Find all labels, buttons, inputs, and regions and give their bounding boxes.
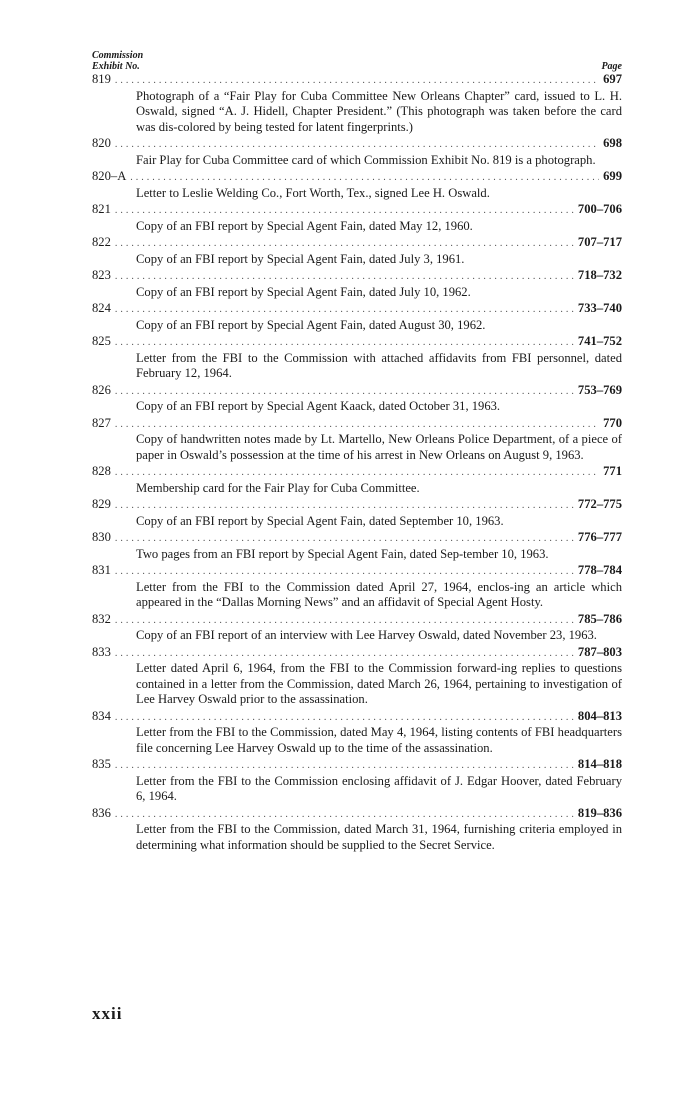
leader-dots bbox=[115, 498, 574, 514]
exhibit-number: 826 bbox=[92, 382, 111, 397]
exhibit-row bbox=[92, 202, 622, 219]
page-reference: 771 bbox=[603, 464, 622, 478]
exhibit-description: Copy of an FBI report by Special Agent Kaack, dated October 31, 1963. bbox=[136, 399, 501, 413]
leader-dots bbox=[115, 73, 599, 89]
page-reference: 697 bbox=[603, 72, 622, 86]
exhibit-entry bbox=[92, 497, 622, 529]
page-reference: 787–803 bbox=[577, 644, 622, 659]
exhibit-number: 827 bbox=[92, 415, 111, 430]
exhibit-entry bbox=[92, 72, 622, 135]
exhibit-description: Letter from the FBI to the Commission, dated March 31, 1964, furnishing criteria employed in determining what information should be supplied to the Secret Service. bbox=[136, 822, 622, 852]
exhibit-entry bbox=[92, 383, 622, 415]
exhibit-description: Copy of an FBI report of an interview with Lee Harvey Oswald, dated November 23, 1963. bbox=[136, 628, 597, 642]
exhibit-entry bbox=[92, 301, 622, 333]
exhibit-row bbox=[92, 563, 622, 580]
exhibit-row bbox=[92, 530, 622, 547]
page-reference: 753–769 bbox=[577, 382, 622, 397]
exhibit-row bbox=[92, 757, 622, 774]
exhibit-row bbox=[92, 268, 622, 285]
document-page bbox=[92, 42, 622, 854]
exhibit-entry bbox=[92, 169, 622, 201]
exhibit-row bbox=[92, 169, 622, 186]
leader-dots bbox=[115, 203, 574, 219]
exhibit-entry bbox=[92, 709, 622, 757]
exhibit-row bbox=[92, 416, 622, 433]
page-reference: 733–740 bbox=[577, 301, 622, 315]
column-header-exhibit bbox=[92, 50, 143, 72]
exhibit-number: 831 bbox=[92, 563, 111, 577]
exhibit-number: 832 bbox=[92, 611, 111, 626]
exhibit-description: Two pages from an FBI report by Special Agent Fain, dated Sep-tember 10, 1963. bbox=[136, 546, 549, 561]
page-reference: 785–786 bbox=[577, 611, 622, 626]
leader-dots bbox=[130, 170, 599, 186]
leader-dots bbox=[115, 302, 574, 318]
exhibit-row bbox=[92, 136, 622, 153]
exhibit-description: Letter from the FBI to the Commission with attached affidavits from FBI personnel, dated February 12, 1964. bbox=[136, 350, 622, 380]
exhibit-number: 833 bbox=[92, 644, 111, 659]
page-reference: 772–775 bbox=[577, 497, 622, 511]
page-reference: 804–813 bbox=[577, 708, 622, 723]
page-reference: 718–732 bbox=[577, 268, 622, 282]
exhibit-description: Letter from the FBI to the Commission dated April 27, 1964, enclos-ing an article which appeared in the “Dallas Morning News” and an affidavit of Special Agent Hosty. bbox=[136, 579, 622, 609]
exhibit-number: 822 bbox=[92, 235, 111, 249]
exhibit-row bbox=[92, 709, 622, 726]
exhibit-number: 820 bbox=[92, 136, 111, 150]
exhibit-row bbox=[92, 464, 622, 481]
page-reference: 707–717 bbox=[577, 235, 622, 249]
exhibit-row bbox=[92, 235, 622, 252]
exhibit-description: Letter from the FBI to the Commission enclosing affidavit of J. Edgar Hoover, dated February 6, 1964. bbox=[136, 773, 622, 803]
exhibit-entry bbox=[92, 136, 622, 168]
exhibit-entry bbox=[92, 530, 622, 562]
exhibit-number: 823 bbox=[92, 268, 111, 282]
page-reference: 819–836 bbox=[577, 805, 622, 820]
exhibit-number: 820–A bbox=[92, 169, 127, 183]
exhibit-number: 834 bbox=[92, 708, 111, 723]
leader-dots bbox=[115, 137, 599, 153]
exhibit-number: 829 bbox=[92, 497, 111, 511]
exhibit-row bbox=[92, 72, 622, 89]
exhibit-number: 824 bbox=[92, 301, 111, 315]
exhibit-entry bbox=[92, 612, 622, 644]
leader-dots bbox=[115, 710, 574, 726]
header-exhibit-label: Exhibit No. bbox=[92, 61, 140, 72]
leader-dots bbox=[115, 613, 574, 629]
leader-dots bbox=[115, 269, 574, 285]
leader-dots bbox=[115, 646, 574, 662]
leader-dots bbox=[115, 465, 599, 481]
page-reference: 699 bbox=[603, 169, 622, 183]
page-reference: 776–777 bbox=[577, 530, 622, 544]
exhibit-number: 830 bbox=[92, 530, 111, 544]
exhibit-entry bbox=[92, 563, 622, 611]
exhibit-entry bbox=[92, 806, 622, 854]
exhibit-entry bbox=[92, 464, 622, 496]
exhibit-number: 828 bbox=[92, 464, 111, 478]
exhibit-row bbox=[92, 301, 622, 318]
leader-dots bbox=[115, 335, 574, 351]
leader-dots bbox=[115, 564, 574, 580]
leader-dots bbox=[115, 758, 574, 774]
exhibit-description: Letter from the FBI to the Commission, dated May 4, 1964, listing contents of FBI headquarters file concerning Lee Harvey Oswald up to the time of the assassination. bbox=[136, 725, 622, 755]
exhibit-description: Copy of an FBI report by Special Agent Fain, dated July 3, 1961. bbox=[136, 251, 465, 266]
exhibit-description: Copy of an FBI report by Special Agent Fain, dated September 10, 1963. bbox=[136, 513, 504, 528]
exhibit-number: 825 bbox=[92, 334, 111, 348]
header-commission-label: Commission bbox=[92, 50, 144, 61]
exhibit-number: 835 bbox=[92, 757, 111, 771]
exhibit-description: Letter dated April 6, 1964, from the FBI to the Commission forward-ing replies to questions contained in a letter from the Commission, dated March 26, 1964, pertaining to investigation of Lee Harvey Oswald prior to the assassination. bbox=[136, 661, 622, 706]
leader-dots bbox=[115, 531, 574, 547]
exhibit-entry bbox=[92, 645, 622, 708]
exhibit-row bbox=[92, 383, 622, 400]
exhibit-row bbox=[92, 497, 622, 514]
exhibit-description: Photograph of a “Fair Play for Cuba Committee New Orleans Chapter” card, issued to L. H. Oswald, signed “A. J. Hidell, Chapter President.” (This photograph was taken before the card was dis-colored by being tested for latent fingerprints.) bbox=[136, 88, 622, 134]
exhibit-row bbox=[92, 806, 622, 823]
exhibit-row bbox=[92, 334, 622, 351]
page-reference: 700–706 bbox=[577, 202, 622, 216]
exhibit-number: 819 bbox=[92, 72, 111, 86]
page-reference: 814–818 bbox=[577, 757, 622, 771]
exhibit-entry bbox=[92, 235, 622, 267]
exhibit-description: Copy of handwritten notes made by Lt. Martello, New Orleans Police Department, of a piece of paper in Oswald’s possession at the time of his arrest in New Orleans on August 9, 1963. bbox=[136, 432, 622, 462]
exhibit-description: Copy of an FBI report by Special Agent Fain, dated May 12, 1960. bbox=[136, 218, 473, 233]
exhibit-description: Fair Play for Cuba Committee card of which Commission Exhibit No. 819 is a photograph. bbox=[136, 152, 596, 167]
page-number-footer: xxii bbox=[92, 1004, 123, 1023]
page-header bbox=[92, 42, 622, 72]
exhibit-description: Letter to Leslie Welding Co., Fort Worth, Tex., signed Lee H. Oswald. bbox=[136, 185, 490, 200]
leader-dots bbox=[115, 384, 574, 400]
leader-dots bbox=[115, 417, 599, 433]
exhibit-number: 821 bbox=[92, 202, 111, 216]
exhibit-entry bbox=[92, 416, 622, 464]
exhibit-description: Copy of an FBI report by Special Agent Fain, dated July 10, 1962. bbox=[136, 284, 471, 299]
exhibit-description: Membership card for the Fair Play for Cuba Committee. bbox=[136, 480, 420, 495]
exhibit-entry bbox=[92, 202, 622, 234]
exhibit-list bbox=[92, 72, 622, 853]
exhibit-description: Copy of an FBI report by Special Agent Fain, dated August 30, 1962. bbox=[136, 317, 486, 332]
exhibit-number: 836 bbox=[92, 805, 111, 820]
leader-dots bbox=[115, 807, 574, 823]
page-reference: 698 bbox=[603, 136, 622, 150]
exhibit-entry bbox=[92, 757, 622, 805]
exhibit-row bbox=[92, 612, 622, 629]
exhibit-entry bbox=[92, 334, 622, 382]
exhibit-entry bbox=[92, 268, 622, 300]
column-header-page: Page bbox=[601, 61, 622, 72]
leader-dots bbox=[115, 236, 574, 252]
page-reference: 778–784 bbox=[577, 563, 622, 577]
page-reference: 770 bbox=[603, 415, 622, 430]
page-reference: 741–752 bbox=[577, 334, 622, 348]
exhibit-row bbox=[92, 645, 622, 662]
